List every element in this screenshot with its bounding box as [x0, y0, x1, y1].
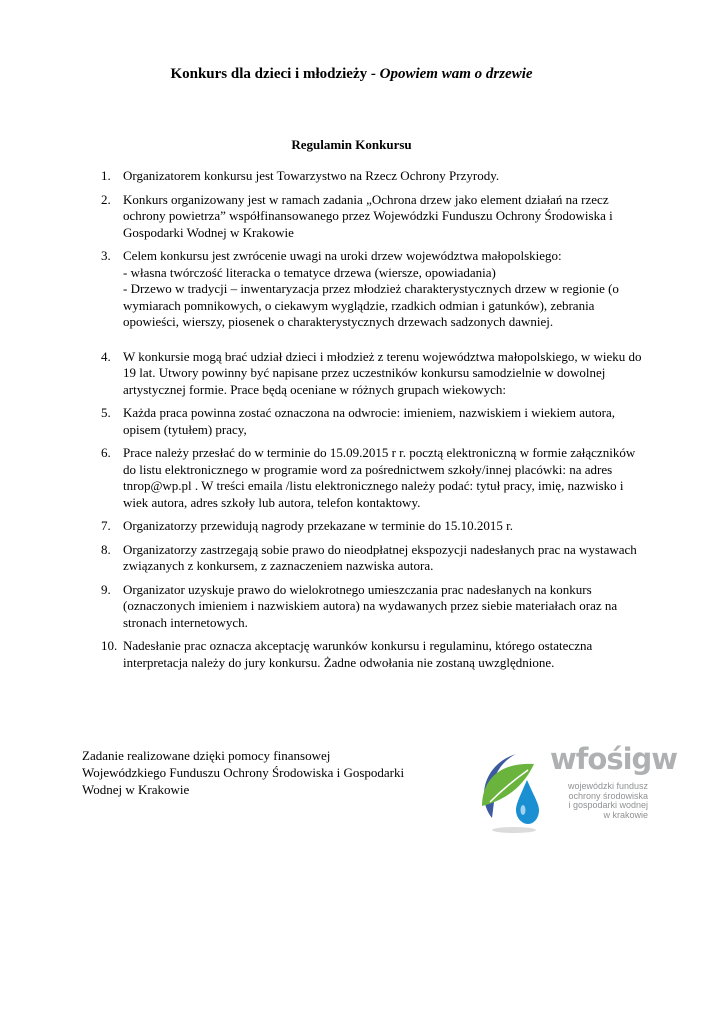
rule-text-line: Prace należy przesłać do w terminie do 15.09.2015 r r. pocztą elektroniczną w formie załączników: [123, 445, 636, 460]
rule-text-line: wiek autora, adres szkoły lub autora, telefon kontaktowy.: [123, 494, 421, 510]
rules-heading: Regulamin Konkursu: [291, 137, 412, 152]
rule-10: [101, 638, 691, 671]
rule-2: [101, 192, 691, 242]
rule-text-line: interpretacja należy do jury konkursu. Żadne odwołania nie zostaną uwzględnione.: [123, 654, 555, 670]
rule-3: [101, 248, 691, 331]
rule-text-line: opisem (tytułem) pracy,: [123, 421, 247, 437]
rule-8: [101, 542, 691, 575]
rule-text-line: (oznaczonych imieniem i nazwiskiem autora) na wydawanych przez siebie materiałach oraz na: [123, 598, 618, 613]
logo-caption: [538, 782, 648, 820]
page-title: [0, 66, 703, 83]
funding-note-line: Zadanie realizowane dzięki pomocy finansowej: [82, 748, 331, 763]
rule-number: 9.: [101, 581, 111, 597]
rule-text-line: Każda praca powinna zostać oznaczona na odwrocie: imieniem, nazwiskiem i wiekiem autora,: [123, 405, 615, 420]
rule-text-line: stronach internetowych.: [123, 614, 248, 630]
wfosigw-logo: [472, 740, 678, 835]
rule-text-line: - własna twórczość literacka o tematyce drzewa (wiersze, opowiadania): [123, 264, 496, 280]
rule-9: [101, 582, 691, 632]
logo-caption-line: wojewódzki fundusz: [567, 781, 648, 791]
logo-wordmark: wfośigw: [550, 742, 678, 776]
rule-1: [101, 168, 691, 185]
funding-note-line: Wodnej w Krakowie: [82, 782, 190, 797]
rule-text-line: artystycznej formie. Prace będą oceniane w różnych grupach wiekowych:: [123, 381, 506, 397]
rule-4: [101, 349, 691, 399]
rule-text-line: - Drzewo w tradycji – inwentaryzacja przez młodzież charakterystycznych drzew w regionie (o: [123, 281, 619, 296]
rule-text-line: Organizator uzyskuje prawo do wielokrotnego umieszczania prac nadesłanych na konkurs: [123, 581, 592, 597]
funding-note: [82, 747, 404, 798]
logo-caption-line: w krakowie: [603, 809, 648, 820]
funding-note-line: Wojewódzkiego Funduszu Ochrony Środowiska i Gospodarki: [82, 765, 405, 780]
rule-number: 6.: [101, 445, 111, 460]
rule-number: 10.: [101, 638, 118, 653]
rule-text-line: Organizatorzy przewidują nagrody przekazane w terminie do 15.10.2015 r.: [123, 518, 513, 533]
rule-number: 4.: [101, 348, 111, 364]
rule-text-line: do listu elektronicznego w programie word za pośrednictwem szkoły/innej placówki: na adres: [123, 461, 613, 477]
rule-number: 5.: [101, 405, 111, 420]
rule-text-line: Nadesłanie prac oznacza akceptację warunków konkursu i regulaminu, którego ostateczna: [123, 638, 593, 653]
rule-text-line: ochrony powietrza” współfinansowanego przez Wojewódzki Funduszu Ochrony Środowiska i: [123, 208, 613, 223]
rule-text-line: 19 lat. Utwory powinny być napisane przez uczestników konkursu samodzielnie w dowolnej: [123, 365, 606, 380]
rule-text-line: tnrop@wp.pl . W treści emaila /listu elektronicznego należy podać: tytuł pracy, imię, nazwisko i: [123, 478, 624, 493]
rule-text-line: Organizatorem konkursu jest Towarzystwo na Rzecz Ochrony Przyrody.: [123, 168, 500, 183]
logo-caption-line: ochrony środowiska: [568, 790, 648, 801]
rule-text-line: Gospodarki Wodnej w Krakowie: [123, 224, 294, 240]
rule-number: 8.: [101, 541, 111, 557]
logo-caption-line: i gospodarki wodnej: [568, 800, 648, 810]
rule-number: 1.: [101, 168, 111, 183]
rule-6: [101, 445, 691, 511]
rule-text-line: Konkurs organizowany jest w ramach zadania „Ochrona drzew jako element działań na rzecz: [123, 191, 609, 207]
rule-text-line: wymiarach pomnikowych, o ciekawym wyglądzie, rzadkich odmian i gatunków), zebrania: [123, 297, 595, 313]
rule-5: [101, 405, 691, 438]
rule-text-line: opowieści, wierszy, piosenek o charakterystycznych drzewach sadzonych dawniej.: [123, 314, 554, 329]
rule-number: 3.: [101, 248, 111, 263]
rule-7: [101, 518, 691, 535]
rule-text-line: związanych z konkursem, z zaznaczeniem nazwiska autora.: [123, 558, 434, 573]
title-italic: Opowiem wam o drzewie: [379, 66, 533, 82]
rules-list: [101, 168, 691, 678]
rule-text-line: Organizatorzy zastrzegają sobie prawo do nieodpłatnej ekspozycji nadesłanych prac na wystawach: [123, 541, 637, 557]
rule-number: 2.: [101, 191, 111, 207]
title-plain: Konkurs dla dzieci i młodzieży -: [170, 66, 380, 82]
rule-text-line: Celem konkursu jest zwrócenie uwagi na uroki drzew województwa małopolskiego:: [123, 248, 562, 263]
rule-text-line: W konkursie mogą brać udział dzieci i młodzież z terenu województwa małopolskiego, w wieku do: [123, 348, 642, 364]
rule-number: 7.: [101, 518, 111, 533]
